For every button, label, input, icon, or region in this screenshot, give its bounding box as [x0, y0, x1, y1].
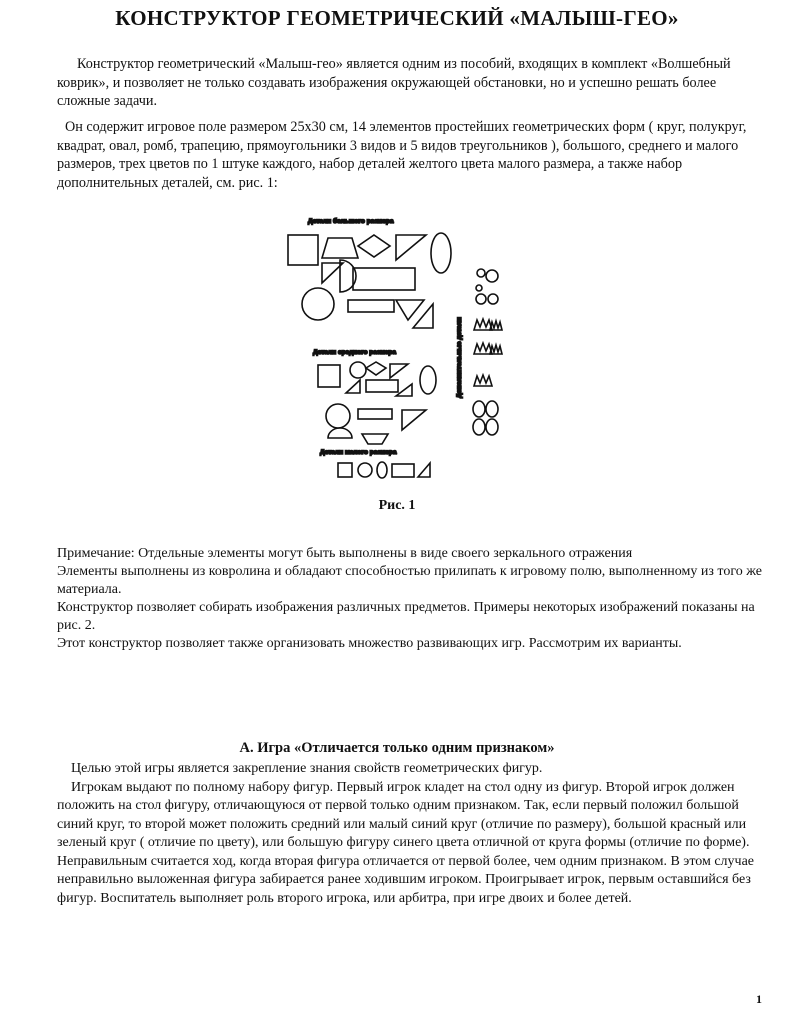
- note-line-3: Конструктор позволяет собирать изображения различных предметов. Примеры некоторых изображений показаны на рис. 2.: [57, 600, 755, 633]
- extra-grass-shape-2: [474, 343, 492, 354]
- section-paragraph-1: Целью этой игры является закрепление знания свойств геометрических фигур.: [71, 761, 543, 776]
- extra-grass-shape-3: [474, 375, 492, 386]
- label-large-parts: Детали большого размера: [308, 218, 394, 225]
- small-circle-shape: [358, 463, 372, 477]
- figure-shapes-diagram: [278, 208, 514, 492]
- large-square-shape: [288, 235, 318, 265]
- section-title: А. Игра «Отличается только одним признаком»: [239, 740, 555, 756]
- note-line-4: Этот конструктор позволяет также организовать множество развивающих игр. Рассмотрим их варианты.: [57, 636, 682, 651]
- large-circle-shape: [302, 288, 334, 320]
- large-thin-rectangle-shape: [348, 300, 394, 312]
- medium-parts-group: [318, 362, 436, 444]
- large-side-triangle-shape: [413, 304, 433, 328]
- medium-square-shape: [318, 365, 340, 387]
- medium-rectangle-shape: [366, 380, 398, 392]
- section-body: [57, 760, 757, 908]
- small-parts-group: [338, 462, 430, 478]
- medium-oval-shape: [420, 366, 436, 394]
- large-acute-triangle-shape: [396, 300, 424, 320]
- extra-circle-2-shape: [476, 294, 486, 304]
- extra-circle-3-shape: [488, 294, 498, 304]
- medium-acute-triangle-shape: [402, 410, 426, 430]
- medium-thin-rectangle-shape: [358, 409, 392, 419]
- intro-paragraph-1: Конструктор геометрический «Малыш-гео» является одним из пособий, входящих в комплект «Волшебный коврик», и позволяет не только создавать изображения окружающей обстановки, но и успешно решать более сложные задачи.: [57, 56, 731, 109]
- extra-oval-shape-1: [473, 401, 485, 417]
- medium-side-triangle-shape: [346, 380, 360, 393]
- notes-block: [57, 545, 767, 653]
- medium-circle-2-shape: [326, 404, 350, 428]
- extra-small-circle-shape: [477, 269, 485, 277]
- small-square-shape: [338, 463, 352, 477]
- extra-grass-shape-1: [474, 319, 492, 330]
- extra-oval-shape-3: [473, 419, 485, 435]
- label-medium-parts: Детали среднего размера: [313, 349, 396, 356]
- section-paragraph-2: Игрокам выдают по полному набору фигур. Первый игрок кладет на стол одну из фигур. Второй игрок должен положить на стол фигуру, отличающуюся от первой только одним признаком. Так, если первый положил большой синий круг, то второй может положить средний или малый синий круг (отличие по размеру), большой красный или зеленый круг ( отличие по цвету), или большую фигуру синего цвета отличной от круга формы (отличие по форме). Неправильным считается ход, когда вторая фигура отличается от первой более, чем одним признаком. В этом случае неправильно выложенная фигура забирается ранее ходившим игроком. Проигрывает игрок, первым оставшийся без фигур. Воспитатель выполняет роль второго игрока, или арбитра, при игре двоих и более детей.: [57, 779, 755, 906]
- small-triangle-shape: [418, 463, 430, 477]
- figure-caption: Рис. 1: [378, 498, 416, 513]
- large-triangle-shape: [396, 235, 426, 260]
- small-rectangle-shape: [392, 464, 414, 477]
- large-trapezoid-shape: [322, 238, 358, 258]
- extra-dot-shape: [476, 285, 482, 291]
- label-small-parts: Детали малого размера: [320, 449, 397, 456]
- small-oval-shape: [377, 462, 387, 478]
- extra-circle-shape: [486, 270, 498, 282]
- extra-oval-shape-4: [486, 419, 498, 435]
- extra-oval-shape-2: [486, 401, 498, 417]
- large-oval-shape: [431, 233, 451, 273]
- note-line-2: Элементы выполнены из ковролина и обладают способностью прилипать к игровому полю, выполненному из того же материала.: [57, 564, 762, 597]
- extra-parts-group: [473, 269, 502, 435]
- large-rectangle-shape: [353, 268, 415, 290]
- large-parts-group: [288, 233, 451, 328]
- large-rhombus-shape: [358, 235, 390, 257]
- intro-paragraph-2: Он содержит игровое поле размером 25х30 см, 14 элементов простейших геометрических форм ( круг, полукруг, квадрат, овал, ромб, трапецию, прямоугольники 3 видов и 5 видов треугольников ), большого, среднего и малого размеров, трех цветов по 1 штуке каждого, набор деталей желтого цвета малого размера, а также набор дополнительных деталей, см. рис. 1:: [57, 119, 747, 191]
- label-extra-parts: Дополнительные детали: [456, 317, 463, 398]
- note-line-1: Примечание: Отдельные элементы могут быть выполнены в виде своего зеркального отражения: [57, 546, 633, 561]
- medium-triangle-shape: [390, 364, 408, 378]
- medium-semicircle-shape: [328, 428, 352, 438]
- page-title: КОНСТРУКТОР ГЕОМЕТРИЧЕСКИЙ «МАЛЫШ-ГЕО»: [115, 6, 679, 30]
- medium-rhombus-shape: [366, 362, 386, 375]
- medium-trapezoid-shape: [362, 434, 388, 444]
- page-number: 1: [756, 992, 762, 1006]
- medium-circle-shape: [350, 362, 366, 378]
